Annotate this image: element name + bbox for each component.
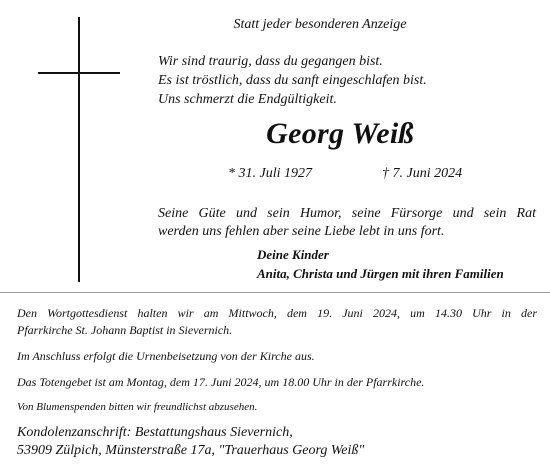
- service-line: Pfarrkirche St. Johann Baptist in Sievernich.: [17, 323, 233, 337]
- signature-line: Anita, Christa und Jürgen mit ihren Familien: [257, 266, 504, 281]
- urn-burial-note: Im Anschluss erfolgt die Urnenbeisetzung von der Kirche aus.: [17, 349, 315, 363]
- birth-date: * 31. Juli 1927: [228, 166, 312, 181]
- death-date: † 7. Juni 2024: [382, 166, 463, 181]
- cross-vertical-bar: [78, 17, 80, 282]
- notice-heading: Statt jeder besonderen Anzeige: [233, 17, 407, 32]
- flowers-note: Von Blumenspenden bitten wir freundlichst abzusehen.: [17, 401, 258, 413]
- tribute-line: werden uns fehlen aber seine Liebe lebt in uns fort.: [158, 224, 445, 239]
- service-announcement: [17, 305, 537, 339]
- poem-line: Uns schmerzt die Endgültigkeit.: [158, 92, 337, 107]
- poem: [158, 52, 427, 109]
- section-divider: [0, 292, 550, 293]
- tribute-quote: [158, 205, 536, 241]
- poem-line: Es ist tröstlich, dass du sanft eingeschlafen bist.: [158, 73, 427, 88]
- signature-line: Deine Kinder: [257, 247, 329, 262]
- service-line: Den Wortgottesdienst halten wir am Mittwoch, dem 19. Juni 2024, um 14.30 Uhr in der: [17, 306, 537, 320]
- condolence-address: [17, 424, 364, 460]
- contact-line: 53909 Zülpich, Münsterstraße 17a, "Trauerhaus Georg Weiß": [17, 443, 365, 458]
- poem-line: Wir sind traurig, dass du gegangen bist.: [158, 54, 383, 69]
- deceased-name: Georg Weiß: [266, 117, 414, 150]
- signature: [257, 245, 504, 283]
- prayer-announcement: Das Totengebet ist am Montag, dem 17. Juni 2024, um 18.00 Uhr in der Pfarrkirche.: [17, 375, 425, 389]
- tribute-line: Seine Güte und sein Humor, seine Fürsorge und sein Rat: [158, 206, 536, 221]
- contact-line: Kondolenzanschrift: Bestattungshaus Sievernich,: [17, 425, 293, 440]
- cross-horizontal-bar: [38, 72, 120, 74]
